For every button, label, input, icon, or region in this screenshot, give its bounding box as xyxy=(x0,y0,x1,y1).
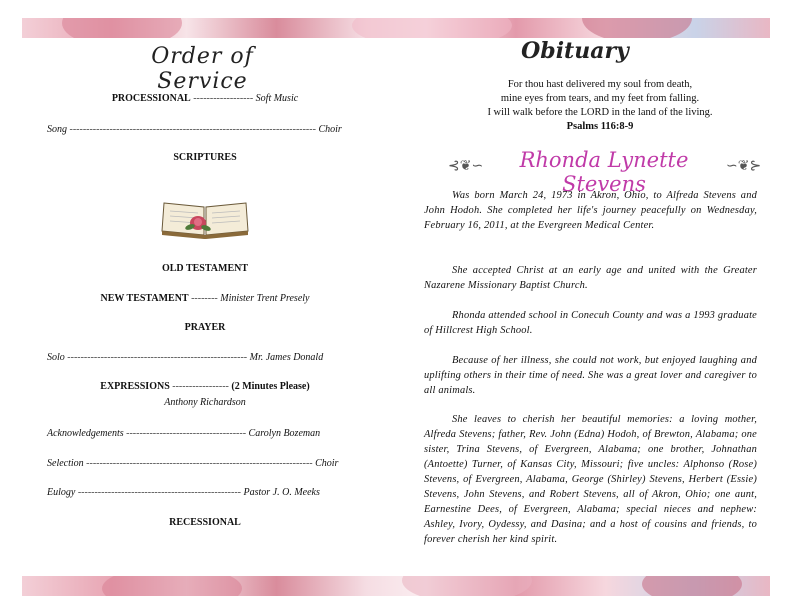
verse-reference: Psalms 116:8-9 xyxy=(566,121,634,132)
solo-leader: ------------------------------------------------------ xyxy=(64,352,250,363)
new-testament-label: NEW TESTAMENT xyxy=(100,293,189,304)
eulogy-leader: ------------------------------------------------- xyxy=(75,487,244,498)
obituary-paragraph xyxy=(424,188,757,233)
processional-leader: ------------------ xyxy=(190,93,256,104)
verse-line: mine eyes from tears, and my feet from falling. xyxy=(500,93,700,104)
acknowledgements-label: Acknowledgements xyxy=(47,428,124,439)
eulogy-label: Eulogy xyxy=(47,487,76,498)
prayer-heading: PRAYER xyxy=(184,322,226,333)
deceased-name: Rhonda Lynette Stevens xyxy=(519,148,689,196)
scripture-verse xyxy=(430,78,770,134)
paragraph-text: She accepted Christ at an early age and united with the Greater Nazarene Missionary Baptist Church. xyxy=(424,265,757,291)
deceased-name-block xyxy=(448,148,762,196)
paragraph-text: She leaves to cherish her beautiful memories: a loving mother, Alfreda Stevens; father, Rev. John (Edna) Hodoh, of Brewton, Alabama; one sister, Trina Stevens, of Evergreen, Alabama; one brother, Johnathan (Antoette) Turner, of Kansas City, Missouri; five uncles: Alphonso (Rose) Stevens, of Evergreen, Alabama, George (Shirley) Stevens, Herbert (Essie) Stevens, John Stevens, and Robert Stevens, all of Akron, Ohio; one aunt, Earnestine Dees, of Evergreen, Alabama; special nieces and nephew: Ashley, Ivory, Oydessy, and Dasina; and a host of cousins and friends, to forever cherish her kind spirit. xyxy=(424,414,757,545)
expressions-value: (2 Minutes Please) xyxy=(231,381,310,392)
verse-line: For thou hast delivered my soul from death, xyxy=(507,79,693,90)
expressions-label: EXPRESSIONS xyxy=(100,381,170,392)
selection-value: Choir xyxy=(315,458,339,469)
song-leader: -------------------------------------------------------------------------- xyxy=(67,124,319,135)
processional-label: PROCESSIONAL xyxy=(111,93,191,104)
paragraph-text: Because of her illness, she could not work, but enjoyed laughing and uplifting others in their time of need. She was a great lover and caregiver to all animals. xyxy=(424,355,757,396)
selection-label: Selection xyxy=(47,458,84,469)
eulogy-line xyxy=(47,487,320,498)
obituary-paragraph xyxy=(424,263,757,293)
song-label: Song xyxy=(47,124,67,135)
song-line xyxy=(47,124,342,135)
paragraph-text: Was born March 24, 1973 in Akron, Ohio, to Alfreda Stevens and John Hodoh. She completed her life's journey peacefully on Wednesday, February 16, 2011, at the Evergreen Medical Center. xyxy=(424,190,757,231)
new-testament-leader: -------- xyxy=(188,293,221,304)
top-floral-band xyxy=(22,18,770,38)
obituary-title: Obituary xyxy=(521,38,629,64)
bottom-floral-band xyxy=(22,576,770,596)
obituary-paragraph xyxy=(424,308,757,338)
solo-label: Solo xyxy=(47,352,65,363)
acknowledgements-leader: ------------------------------------ xyxy=(123,428,249,439)
song-value: Choir xyxy=(318,124,342,135)
expressions-line xyxy=(22,381,388,392)
recessional-heading: RECESSIONAL xyxy=(169,517,241,528)
acknowledgements-value: Carolyn Bozeman xyxy=(248,428,321,439)
scriptures-heading: SCRIPTURES xyxy=(173,152,237,163)
obituary-paragraph xyxy=(424,412,757,547)
left-flourish-icon: ⊰❦∽ xyxy=(448,159,484,174)
expressions-speaker: Anthony Richardson xyxy=(164,397,246,408)
order-of-service-title: Order of Service xyxy=(151,44,254,94)
eulogy-value: Pastor J. O. Meeks xyxy=(243,487,320,498)
acknowledgements-line xyxy=(47,428,320,439)
selection-line xyxy=(47,458,338,469)
verse-line: I will walk before the LORD in the land of the living. xyxy=(487,107,713,118)
obituary-paragraph xyxy=(424,353,757,398)
selection-leader: -------------------------------------------------------------------- xyxy=(83,458,316,469)
bible-rose-icon xyxy=(160,193,250,241)
processional-line xyxy=(22,93,388,104)
old-testament-heading: OLD TESTAMENT xyxy=(161,263,249,274)
processional-value: Soft Music xyxy=(255,93,299,104)
right-flourish-icon: ∽❦⊱ xyxy=(726,159,762,174)
expressions-leader: ----------------- xyxy=(169,381,232,392)
paragraph-text: Rhonda attended school in Conecuh County and was a 1993 graduate of Hillcrest High School. xyxy=(424,310,757,336)
solo-line xyxy=(47,352,323,363)
new-testament-value: Minister Trent Presely xyxy=(220,293,310,304)
new-testament-line xyxy=(22,293,388,304)
solo-value: Mr. James Donald xyxy=(249,352,324,363)
